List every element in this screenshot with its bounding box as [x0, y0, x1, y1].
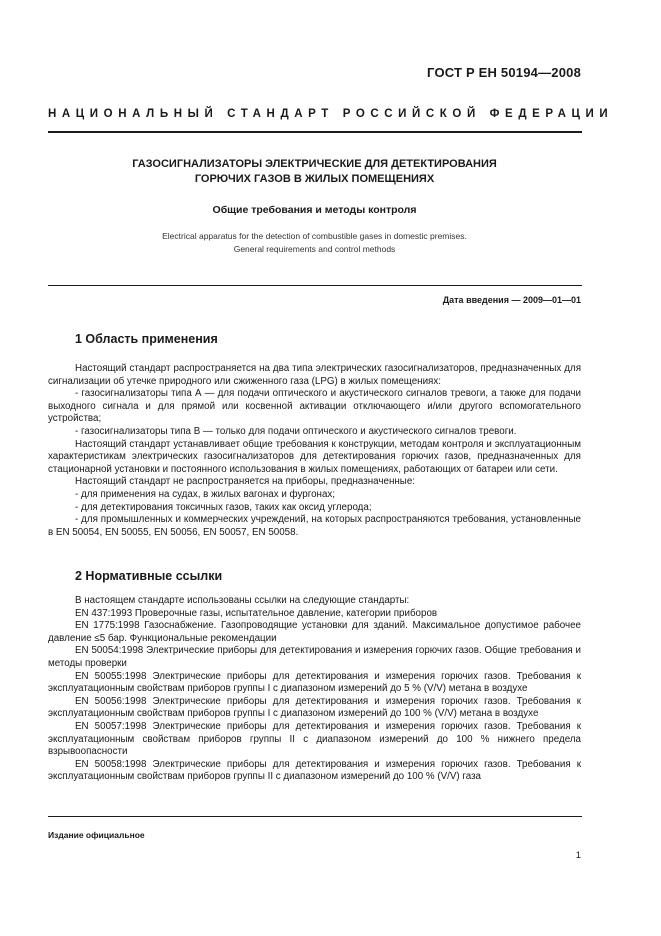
paragraph: Настоящий стандарт устанавливает общие требования к конструкции, методам контроля и эксплуатационным характеристикам электрических газосигнализаторов для детектирования горючих газов, предназначенных для стационарной установки и постоянного использования в жилых помещениях, работающих от батареи или сети. [48, 438, 581, 475]
reference-item: EN 1775:1998 Газоснабжение. Газопроводящие установки для зданий. Максимальное допустимое рабочее давление ≤5 бар. Функциональные рекомендации [48, 620, 581, 644]
paragraph: В настоящем стандарте использованы ссылки на следующие стандарты: [75, 595, 410, 606]
section-2-heading: 2 Нормативные ссылки [75, 569, 223, 583]
page-number: 1 [575, 850, 581, 861]
reference-item: EN 437:1993 Проверочные газы, испытательное давление, категории приборов [75, 607, 438, 619]
english-title-line-2: General requirements and control methods [233, 244, 396, 254]
top-rule [48, 131, 582, 133]
standard-code: ГОСТ Р ЕН 50194—2008 [427, 65, 581, 80]
section-2-body [48, 595, 581, 784]
title-line-1: ГАЗОСИГНАЛИЗАТОРЫ ЭЛЕКТРИЧЕСКИЕ ДЛЯ ДЕТЕКТИРОВАНИЯ [132, 158, 497, 170]
paragraph: - для промышленных и коммерческих учреждений, на которых распространяются требования, установленные в EN 50054, EN 50055, EN 50056, EN 50057, EN 50058. [48, 514, 581, 538]
paragraph: - для детектирования токсичных газов, таких как оксид углерода; [75, 501, 372, 513]
paragraph: - для применения на судах, в жилых вагонах и фургонах; [75, 488, 336, 500]
section-1-heading: 1 Область применения [75, 332, 218, 346]
title-rule [48, 285, 582, 286]
paragraph: Настоящий стандарт не распространяется на приборы, предназначенные: [75, 476, 415, 488]
edition-note: Издание официальное [48, 830, 145, 840]
introduction-date: Дата введения — 2009—01—01 [442, 295, 581, 305]
paragraph: - газосигнализаторы типа В — только для подачи оптического и акустического сигналов тревоги. [75, 425, 517, 437]
footer-rule [48, 816, 582, 817]
document-subtitle: Общие требования и методы контроля [212, 204, 417, 216]
reference-item: EN 50058:1998 Электрические приборы для детектирования и измерения горючих газов. Требования к эксплуатационным свойствам приборов группы II с диапазоном измерений до 100 % (V/V) газа [48, 758, 581, 783]
paragraph: Настоящий стандарт распространяется на два типа электрических газосигнализаторов, предназначенных для сигнализации об утечке природного или сжиженного газа (LPG) в жилых помещениях: [48, 363, 581, 387]
english-title-line-1: Electrical apparatus for the detection of combustible gases in domestic premises. [162, 231, 467, 241]
document-title [48, 157, 581, 187]
reference-item: EN 50054:1998 Электрические приборы для детектирования и измерения горючих газов. Общие требования и методы проверки [48, 645, 581, 669]
section-1-body [48, 363, 581, 539]
english-title [48, 230, 581, 256]
title-line-2: ГОРЮЧИХ ГАЗОВ В ЖИЛЫХ ПОМЕЩЕНИЯХ [194, 173, 435, 185]
reference-item: EN 50055:1998 Электрические приборы для детектирования и измерения горючих газов. Требования к эксплуатационным свойствам приборов группы I с диапазоном измерений до 5 % (V/V) метана в воздухе [48, 670, 581, 695]
paragraph: - газосигнализаторы типа А — для подачи оптического и акустического сигналов тревоги, а также для подачи выходного сигнала и для прямой или косвенной активации отключающего и/или другого вспомогательного устройства; [48, 388, 581, 425]
reference-item: EN 50056:1998 Электрические приборы для детектирования и измерения горючих газов. Требования к эксплуатационным свойствам приборов группы I с диапазоном измерений до 100 % (V/V) метана в воздухе [48, 695, 581, 720]
national-standard-banner: НАЦИОНАЛЬНЫЙ СТАНДАРТ РОССИЙСКОЙ ФЕДЕРАЦИИ [48, 108, 614, 120]
reference-item: EN 50057:1998 Электрические приборы для детектирования и измерения горючих газов. Требования к эксплуатационным свойствам приборов группы II с диапазоном измерений до 100 % нижнего предела взрывоопасности [48, 720, 581, 758]
